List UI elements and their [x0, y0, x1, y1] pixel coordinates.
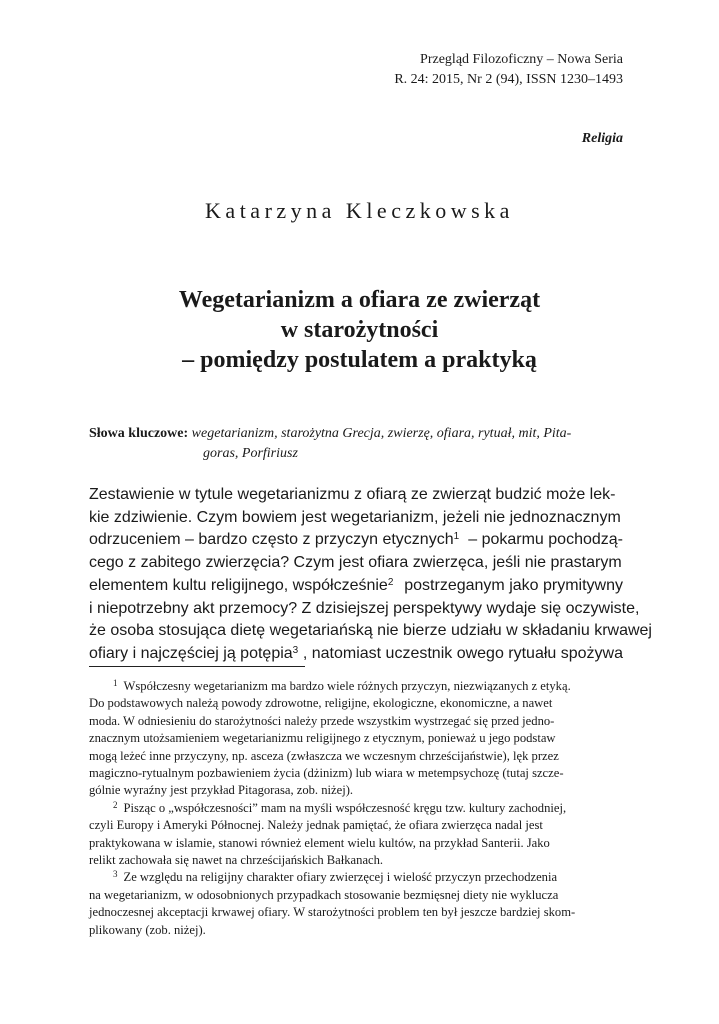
- keywords-label: Słowa kluczowe:: [89, 426, 189, 441]
- keywords-text-1: wegetarianizm, starożytna Grecja, zwierzę, ofiara, rytuał, mit, Pita-: [191, 426, 572, 441]
- journal-issue: R. 24: 2015, Nr 2 (94), ISSN 1230–1493: [394, 72, 623, 87]
- body-paragraph: [89, 484, 652, 666]
- article-title: [0, 285, 719, 375]
- body-line: odrzuceniem – bardzo często z przyczyn etycznych$^1$ – pokarmu pochodzą-: [89, 531, 623, 549]
- footnote-number: 3: [113, 869, 118, 880]
- body-line: i niepotrzebny akt przemocy? Z dzisiejszej perspektywy wydaje się oczywiste,: [89, 599, 640, 617]
- author-name: Katarzyna Kleczkowska: [205, 198, 514, 223]
- footnote-ref[interactable]: 3: [292, 644, 299, 656]
- journal-info: [394, 50, 623, 90]
- body-line: cego z zabitego zwierzęcia? Czym jest ofiara zwierzęca, jeśli nie prastarym: [89, 554, 622, 572]
- body-line: ofiary i najczęściej ją potępia$^3$ , natomiast uczestnik owego rytuału spożywa: [89, 644, 623, 662]
- footnote-1: $^1$ Współczesny wegetarianizm ma bardzo wiele różnych przyczyn, niezwiązanych z etyką. Do podstawowych należą powody zdrowotne, religijne, ekologiczne, ekonomiczne, a nawet moda. W odniesieniu do starożytności należy przede wszystkim wystrzegać się przed jedno- znacznym utożsamieniem wegetarianizmu religijnego z etycznym, ponieważ u jego podstaw mogą leżeć inne przyczyny, np. asceza (zwłaszcza we wczesnym chrześcijaństwie), lęk przez magiczno-rytualnym pozbawieniem życia (dżinizm) lub wiara w metempsychozę (tutaj szcze- gólnie wyraźny jest przykład Pitagorasa, zob. niżej).: [89, 678, 571, 798]
- footnote-3: $^3$ Ze względu na religijny charakter ofiary zwierzęcej i wielość przyczyn przechodzenia na wegetarianizm, w odosobnionych przypadkach stosowanie bezmięsnej diety nie wyklucza jednoczesnej akceptacji krwawej ofiary. W starożytności problem ten był jeszcze bardziej skom- plikowany (zob. niżej).: [89, 869, 576, 937]
- footnote-number: 1: [113, 678, 118, 688]
- section-label: Religia: [581, 131, 623, 146]
- title-line-3: – pomiędzy postulatem a praktyką: [182, 347, 537, 373]
- footnote-ref[interactable]: 1: [453, 531, 460, 543]
- journal-name: Przegląd Filozoficzny – Nowa Seria: [420, 52, 623, 67]
- keywords-text-2: goras, Porfiriusz: [203, 446, 298, 461]
- footnote-number: 2: [113, 799, 118, 810]
- body-line: elementem kultu religijnego, współcześnie$^2$ postrzeganym jako prymitywny: [89, 576, 623, 594]
- footnotes: [89, 678, 623, 939]
- footnote-ref[interactable]: 2: [387, 576, 394, 588]
- body-line: Zestawienie w tytule wegetarianizmu z ofiarą ze zwierząt budzić może lek-: [89, 486, 616, 503]
- title-line-1: Wegetarianizm a ofiara ze zwierząt: [178, 287, 541, 313]
- keywords: [89, 424, 623, 464]
- title-line-2: w starożytności: [280, 317, 439, 343]
- footnote-separator: [89, 666, 305, 667]
- footnote-2: $^2$ Pisząc o „współczesności” mam na myśli współczesność kręgu tzw. kultury zachodniej, czyli Europy i Ameryki Północnej. Należy jednak pamiętać, że ofiara zwierzęca nadal jest praktykowana w islamie, stanowi również element wielu kultów, na przykład Santerii. Jako relikt zachowała się nawet na chrześcijańskich Bałkanach.: [89, 799, 567, 868]
- body-line: kie zdziwienie. Czym bowiem jest wegetarianizm, jeżeli nie jednoznacznym: [89, 508, 621, 526]
- body-line: że osoba stosująca dietę wegetariańską nie bierze udziału w składaniu krwawej: [89, 622, 652, 640]
